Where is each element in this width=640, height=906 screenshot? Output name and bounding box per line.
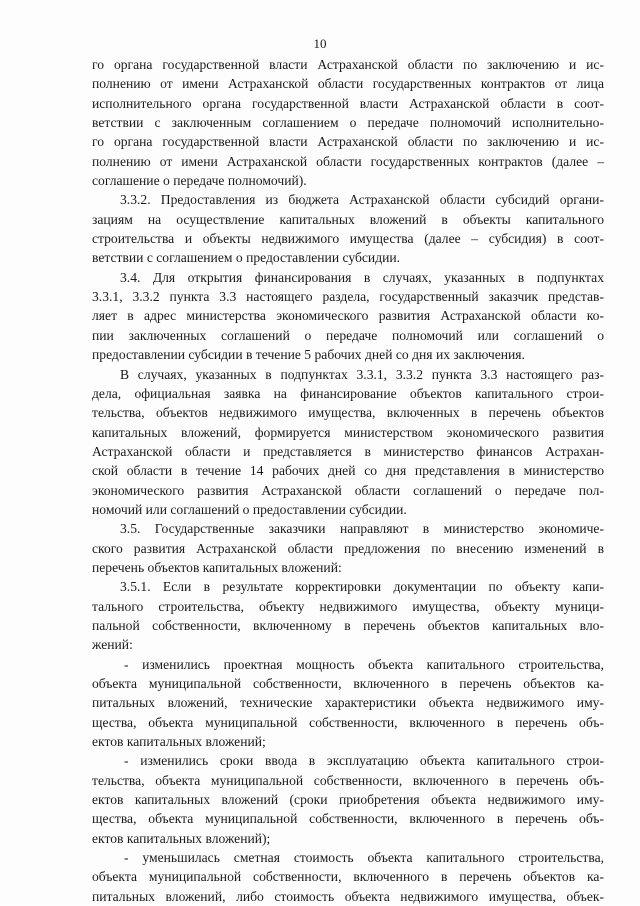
text-line: предоставлении субсидии в течение 5 рабочих дней со дня их заключения.	[92, 347, 525, 363]
text-line: зациям на осуществление капитальных вложений в объекты капитального	[92, 211, 604, 227]
text-line: ектов капитальных вложений;	[92, 734, 266, 750]
text-line: 3.5. Государственные заказчики направляют в министерство экономиче-	[120, 521, 604, 537]
text-line: полнению от имени Астраханской области государственных контрактов (далее –	[92, 153, 604, 169]
text-line: - уменьшилась сметная стоимость объекта капитального строительства,	[124, 850, 604, 866]
text-line: 3.3.2. Предоставления из бюджета Астраханской области субсидий органи-	[120, 192, 604, 208]
text-line: ляет в адрес министерства экономического развития Астраханской области ко-	[92, 308, 604, 324]
text-line: ветствии с соглашением о предоставлении субсидии.	[92, 250, 401, 266]
text-line: тального строительства, объекту недвижимого имущества, объекту муници-	[92, 598, 604, 614]
text-line: ектов капитальных вложений);	[92, 830, 271, 846]
text-line: исполнительного органа государственной власти Астраханской области в соот-	[92, 95, 604, 111]
text-line: строительства и объекты недвижимого имущества (далее – субсидия) в соот-	[92, 231, 604, 247]
text-line: ской области в течение 14 рабочих дней со дня представления в министерство	[92, 463, 604, 479]
text-line: питальных вложений, либо стоимость объекта недвижимого имущества, объек-	[92, 888, 604, 904]
document-body	[92, 55, 604, 906]
text-line: 3.3.1, 3.3.2 пункта 3.3 настоящего раздела, государственный заказчик представ-	[92, 289, 604, 305]
text-line: номочий или соглашений о предоставлении субсидии.	[92, 501, 407, 517]
text-line: го органа государственной власти Астраханской области по заключению и ис-	[92, 134, 604, 150]
text-line: жений:	[92, 637, 133, 653]
text-line: перечень объектов капитальных вложений:	[92, 559, 342, 575]
text-line: го органа государственной власти Астраханской области по заключению и ис-	[92, 57, 604, 72]
text-line: пальной собственности, включенному в перечень объектов капитальных вло-	[92, 617, 604, 633]
text-line: ектов капитальных вложений (сроки приобретения объекта недвижимого иму-	[92, 792, 604, 808]
text-line: - изменились проектная мощность объекта капитального строительства,	[124, 656, 604, 672]
text-line: ского развития Астраханской области предложения по внесению изменений в	[92, 540, 604, 556]
text-line: тельства, объектов недвижимого имущества, включенных в перечень объектов	[92, 405, 604, 421]
text-line: экономического развития Астраханской области соглашений о передаче пол-	[92, 482, 604, 498]
text-line: 3.4. Для открытия финансирования в случаях, указанных в подпунктах	[120, 269, 604, 285]
text-line: В случаях, указанных в подпунктах 3.3.1, 3.3.2 пункта 3.3 настоящего раз-	[120, 366, 604, 382]
text-line: 3.5.1. Если в результате корректировки документации по объекту капи-	[120, 579, 604, 595]
text-line: соглашение о передаче полномочий).	[92, 173, 307, 189]
text-line: щества, объекта муниципальной собственности, включенного в перечень объ-	[92, 811, 604, 827]
text-line: полнению от имени Астраханской области государственных контрактов от лица	[92, 76, 604, 92]
text-line: питальных вложений, технические характеристики объекта недвижимого иму-	[92, 695, 604, 711]
text-line: Астраханской области и представляется в министерство финансов Астрахан-	[92, 443, 604, 459]
text-line: - изменились сроки ввода в эксплуатацию объекта капитального строи-	[124, 753, 604, 769]
text-line: ветствии с заключенным соглашением о передаче полномочий исполнительно-	[92, 115, 604, 131]
text-line: объекта муниципальной собственности, включенного в перечень объектов ка-	[92, 676, 604, 691]
text-line: капитальных вложений, формируется министерством экономического развития	[92, 424, 604, 440]
text-line: пии заключенных соглашений о передаче полномочий или соглашений о	[92, 327, 604, 343]
text-line: щества, объекта муниципальной собственности, включенного в перечень объ-	[92, 714, 604, 730]
text-line: тельства, объекта муниципальной собственности, включенного в перечень объ-	[92, 772, 604, 788]
text-line: объекта муниципальной собственности, включенного в перечень объектов ка-	[92, 869, 604, 885]
page-number: 10	[313, 36, 327, 51]
text-line: дела, официальная заявка на финансирование объектов капитального строи-	[92, 385, 604, 401]
